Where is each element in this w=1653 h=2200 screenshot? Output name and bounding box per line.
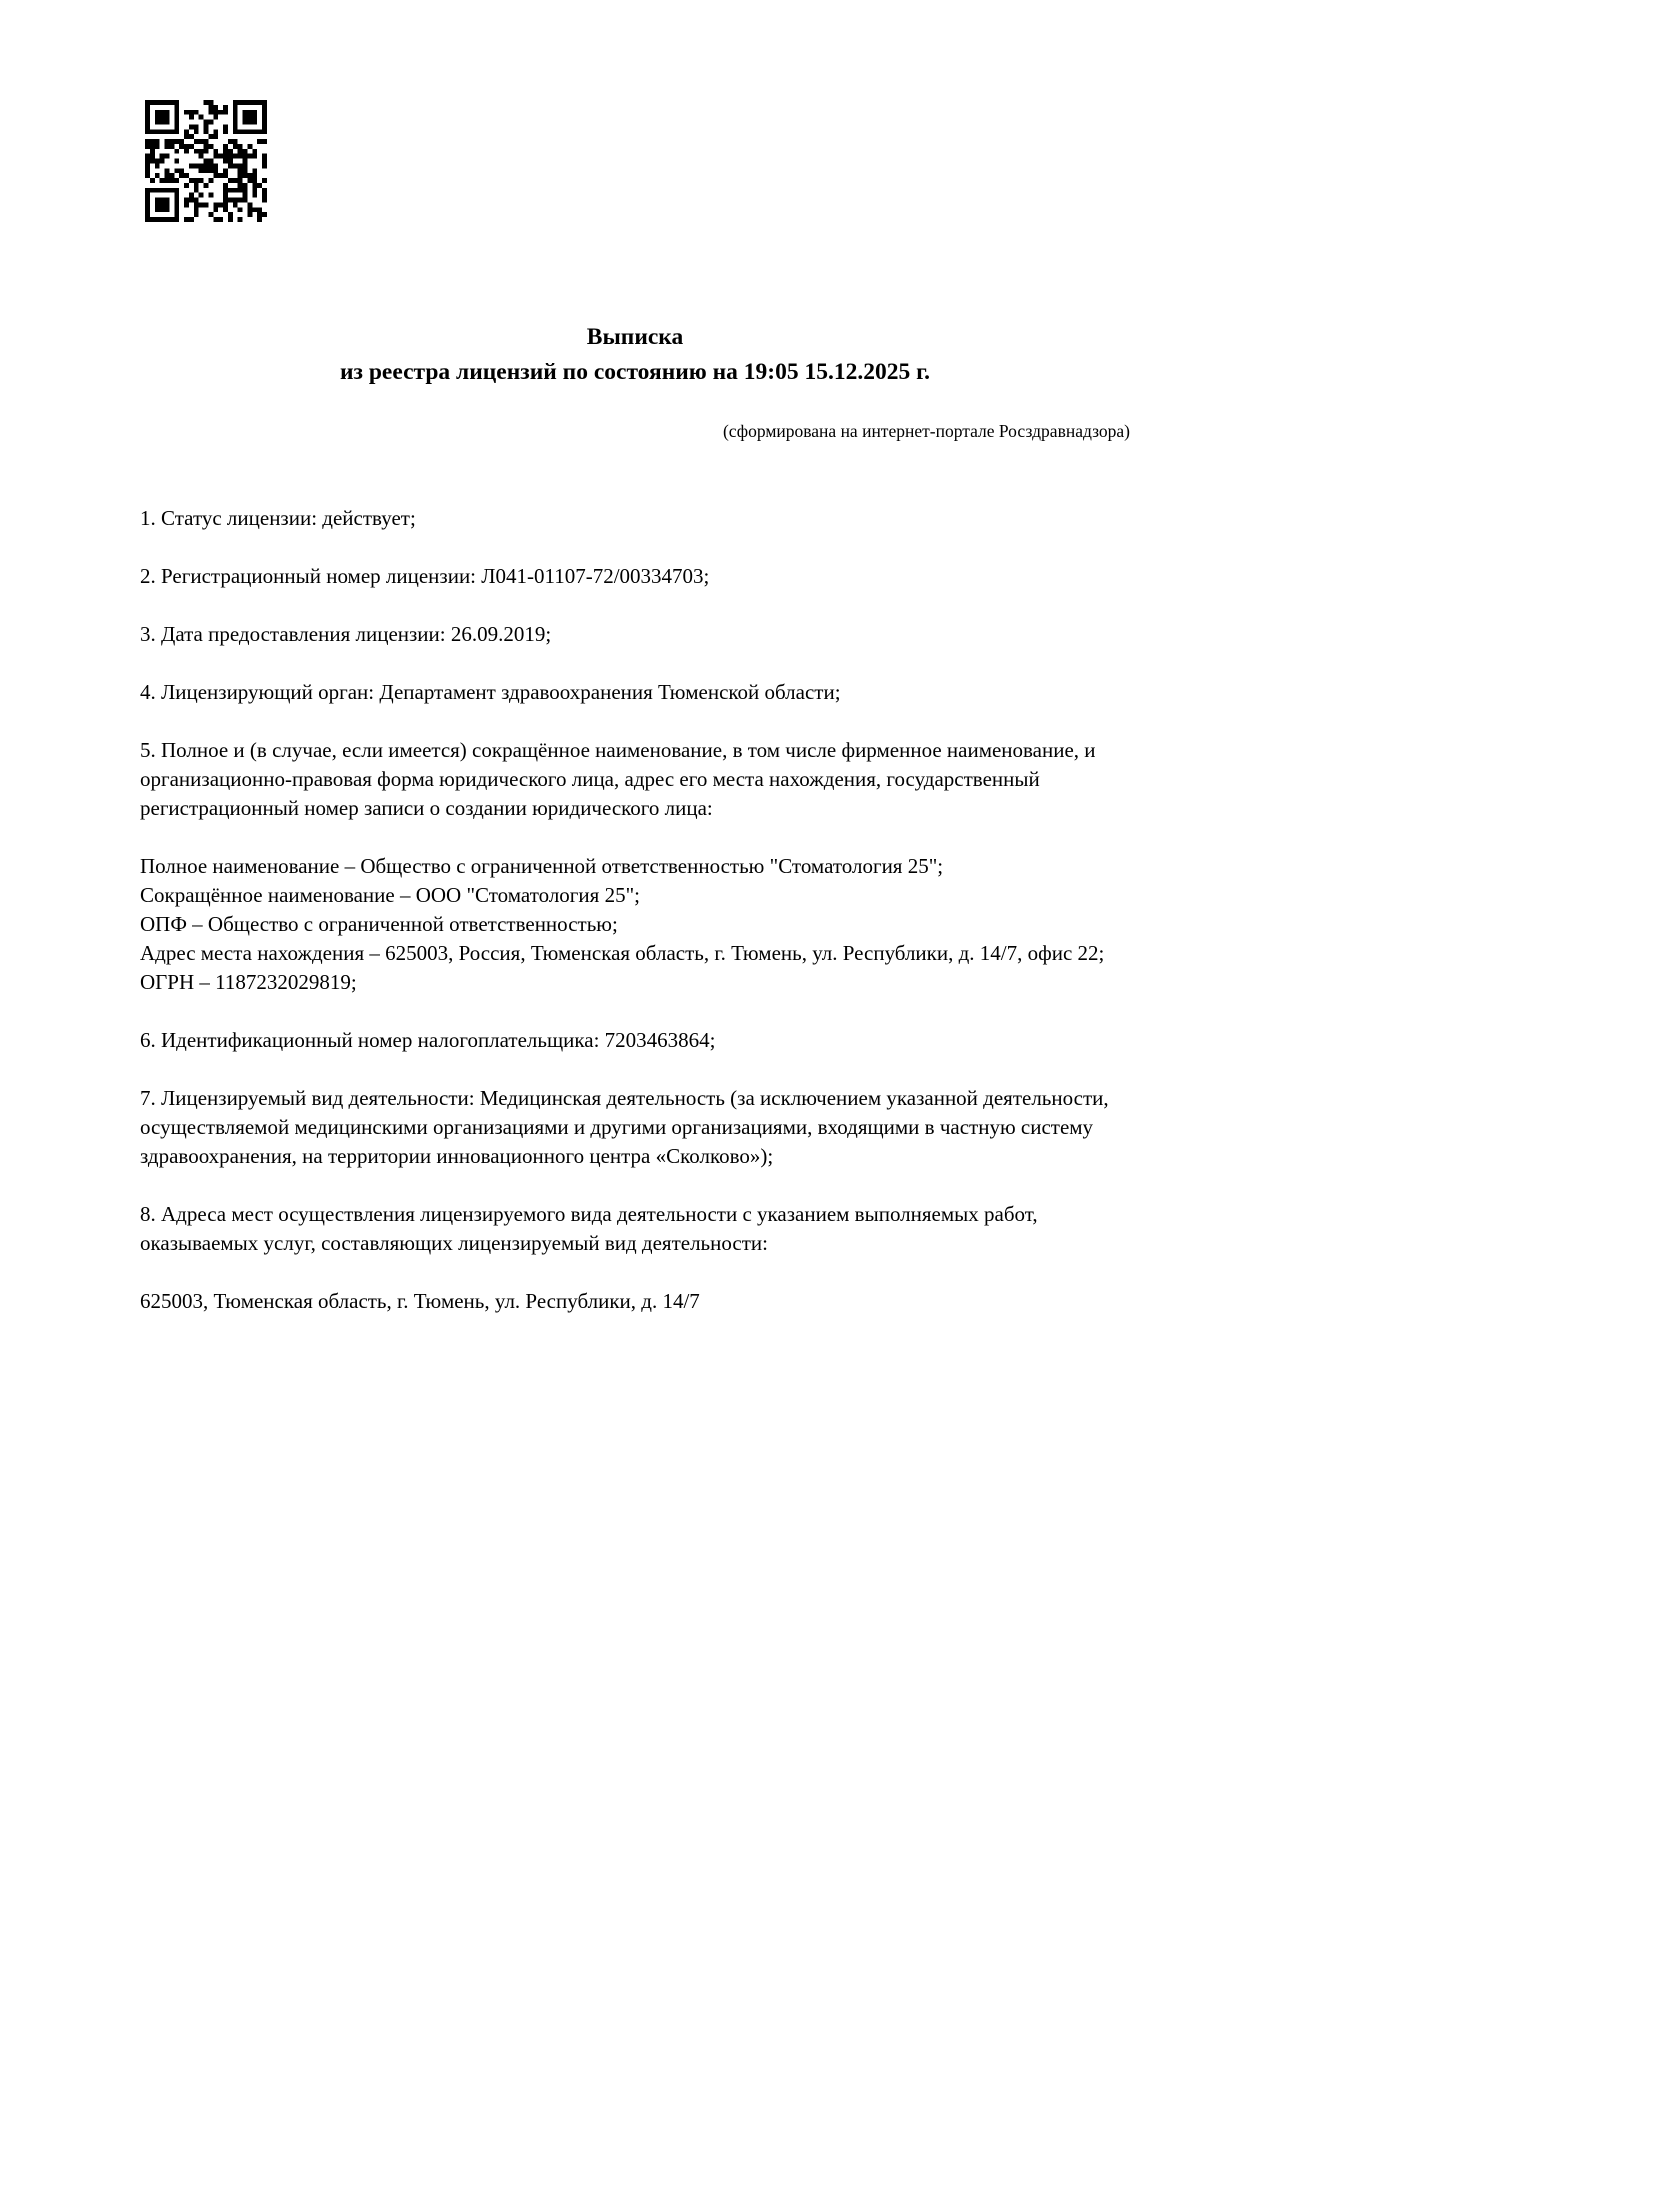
- paragraph-grant-date: 3. Дата предоставления лицензии: 26.09.2019;: [140, 622, 552, 646]
- document-content: [140, 320, 1130, 1345]
- paragraph-taxpayer-number: 6. Идентификационный номер налогоплательщика: 7203463864;: [140, 1028, 716, 1052]
- document-title-line1: Выписка: [586, 324, 684, 350]
- paragraph-licensing-authority: 4. Лицензирующий орган: Департамент здравоохранения Тюменской области;: [140, 680, 841, 704]
- document-body: [140, 504, 1130, 1316]
- qr-code-icon: [145, 100, 267, 222]
- paragraph-license-status: 1. Статус лицензии: действует;: [140, 506, 416, 530]
- document-subtitle: (сформирована на интернет-портале Росздравнадзора): [722, 421, 1130, 441]
- paragraph-licensed-activity: 7. Лицензируемый вид деятельности: Медицинская деятельность (за исключением указанной деятельности, осуществляемой медицинскими организациями и другими организациями, входящими в частную систему здравоохранения, на территории инновационного центра «Сколково»);: [140, 1086, 1109, 1168]
- paragraph-registration-number: 2. Регистрационный номер лицензии: Л041-01107-72/00334703;: [140, 564, 710, 588]
- document-title-line2: из реестра лицензий по состоянию на 19:05 15.12.2025 г.: [340, 359, 930, 385]
- paragraph-entity-info-heading: 5. Полное и (в случае, если имеется) сокращённое наименование, в том числе фирменное наименование, и организационно-правовая форма юридического лица, адрес его места нахождения, государственный регистрационный номер записи о создании юридического лица:: [140, 738, 1096, 820]
- paragraph-addresses-heading: 8. Адреса мест осуществления лицензируемого вида деятельности с указанием выполняемых работ, оказываемых услуг, составляющих лицензируемый вид деятельности:: [140, 1202, 1038, 1255]
- paragraph-activity-address: 625003, Тюменская область, г. Тюмень, ул. Республики, д. 14/7: [140, 1289, 700, 1313]
- document-title: [140, 320, 1130, 390]
- paragraph-entity-details: Полное наименование – Общество с ограниченной ответственностью "Стоматология 25"; Сокращённое наименование – ООО "Стоматология 25"; ОПФ – Общество с ограниченной ответственностью; Адрес места нахождения – 625003, Россия, Тюменская область, г. Тюмень, ул. Республики, д. 14/7, офис 22; ОГРН – 1187232029819;: [140, 854, 1105, 994]
